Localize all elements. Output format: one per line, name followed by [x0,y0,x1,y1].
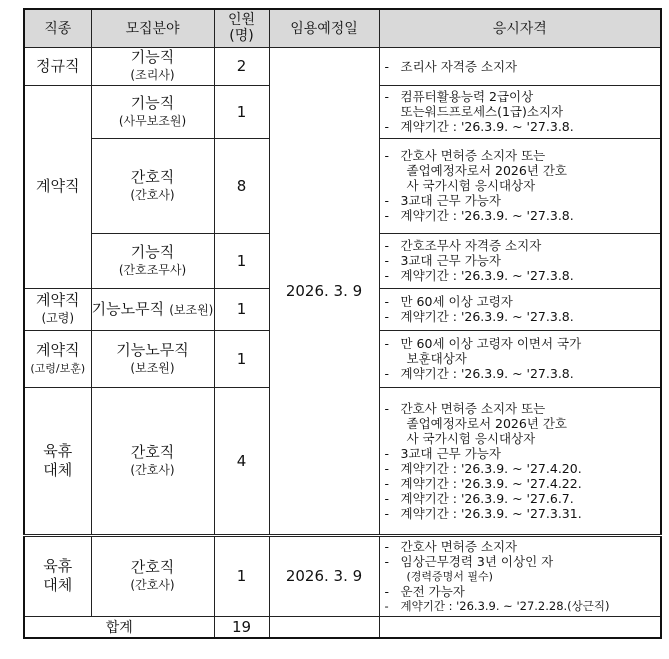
field-sub-label: (사무보조원) [118,113,187,128]
qual-line: -계약기간 : '26.3.9. ~ '27.3.8. [384,268,574,283]
recruitment-table [23,8,662,639]
qual-line: -계약기간 : '26.3.9. ~ '27.3.8. [384,208,574,223]
qual-line: -간호조무사 자격증 소지자 [384,238,542,253]
header-count [214,9,269,47]
total-empty-cell [379,616,661,638]
field-cell [91,535,214,616]
field-label: 기능직 [130,48,175,66]
qual-line: -계약기간 : '26.3.9. ~ '27.2.28.(상근직) [384,598,610,613]
qual-line: -계약기간 : '26.3.9. ~ '27.3.8. [384,366,574,381]
field-sub-label: (간호사) [130,462,175,477]
table-row [24,47,661,85]
count-cell: 1 [214,233,269,288]
qual-line: -3교대 근무 가능자 [384,445,501,461]
total-label: 합계 [24,616,214,638]
field-cell [91,85,214,138]
qual-line: -계약기간 : '26.3.9. ~ '27.3.8. [384,119,574,134]
field-label: 간호직 [130,558,175,576]
count-cell: 1 [214,535,269,616]
field-sub-label: (보조원) [130,360,175,375]
field-label: 기능직 [130,242,175,261]
qualification-cell [379,233,661,288]
field-cell [91,138,214,233]
field-cell [91,387,214,535]
field-cell [91,47,214,85]
qual-line: -만 60세 이상 고령자 [384,294,513,309]
qual-line: -3교대 근무 가능자 [384,193,501,208]
qual-line: -간호사 면허증 소지자 또는 [384,400,546,416]
field-cell [91,233,214,288]
qual-line: -조리사 자격증 소지자 [384,58,518,74]
field-label: 간호직 [130,167,175,186]
count-cell: 8 [214,138,269,233]
qual-line: -간호사 면허증 소지자 또는 [384,148,546,163]
field-sub-label: (간호사) [130,578,175,592]
qualification-cell [379,47,661,85]
field-label: 기능노무직 [116,340,189,359]
qual-line: 졸업예정자로서 2026년 간호 [406,163,568,178]
qual-line: -간호사 면허증 소지자 [384,538,518,554]
job-type-label: 계약직 [36,340,80,359]
date-cell-merged: 2026. 3. 9 [269,47,379,535]
job-type-cell [24,535,91,616]
qualification-cell [379,330,661,387]
table-row [24,535,661,616]
job-type-cell [24,85,91,288]
qual-line: 사 국가시험 응시대상자 [406,178,536,193]
count-cell: 2 [214,47,269,85]
header-count-line2: (명) [229,28,254,45]
job-type-sub-label: (고령/보훈) [30,361,86,375]
job-type-label-line2: 대체 [43,576,73,594]
job-type-cell [24,330,91,387]
qualification-cell [379,387,661,535]
job-type-cell [24,387,91,535]
field-sub-label: (간호조무사) [118,262,187,277]
qual-line: -만 60세 이상 고령자 이면서 국가 [384,336,582,351]
field-sub-label: (조리사) [130,68,175,82]
qual-line: 보훈대상자 [406,351,467,366]
qual-line: (경력증명서 필수) [406,569,493,583]
qualification-cell [379,138,661,233]
header-row [24,9,661,47]
qualification-cell [379,85,661,138]
count-cell: 1 [214,85,269,138]
job-type-cell [24,288,91,330]
header-date: 임용예정일 [269,9,379,47]
qual-line: -계약기간 : '26.3.9. ~ '27.3.8. [384,309,574,324]
count-cell: 1 [214,330,269,387]
qual-line: -계약기간 : '26.3.9. ~ '27.4.20. [384,460,582,476]
qual-line: -3교대 근무 가능자 [384,253,501,268]
field-sub-label: (보조원) [169,302,214,317]
total-count: 19 [214,616,269,638]
job-type-label: 계약직 [36,291,80,309]
job-type-label: 육휴 [43,557,73,575]
field-label: 기능노무직 [91,299,165,318]
field-cell [91,330,214,387]
qual-line: -임상근무경력 3년 이상인 자 [384,553,554,569]
job-type-label: 육휴 [43,441,73,460]
qual-line: -계약기간 : '26.3.9. ~ '27.4.22. [384,475,582,491]
field-label: 기능직 [130,93,175,112]
qual-line: 또는워드프로세스(1급)소지자 [400,104,564,119]
job-type-sub-label: (고령) [41,311,75,325]
qualification-cell [379,288,661,330]
total-row [24,616,661,638]
qual-line: -계약기간 : '26.3.9. ~ '27.3.31. [384,505,582,521]
qualification-cell [379,535,661,616]
qual-line: 사 국가시험 응시대상자 [406,430,536,446]
field-label: 간호직 [130,442,175,461]
job-type-label: 정규직 [36,56,80,75]
count-cell: 4 [214,387,269,535]
qual-line: 졸업예정자로서 2026년 간호 [406,415,568,431]
qual-line: -컴퓨터활용능력 2급이상 [384,89,534,104]
date-cell: 2026. 3. 9 [269,535,379,616]
qual-line: -운전 가능자 [384,583,465,599]
header-count-line1: 인원 [227,12,256,29]
total-empty-cell [269,616,379,638]
job-type-label: 계약직 [36,177,80,195]
qual-line: -계약기간 : '26.3.9. ~ '27.6.7. [384,490,574,506]
header-qualification: 응시자격 [379,9,661,47]
job-type-cell [24,47,91,85]
job-type-label-line2: 대체 [43,460,73,479]
count-cell: 1 [214,288,269,330]
header-field: 모집분야 [91,9,214,47]
field-sub-label: (간호사) [130,187,175,202]
header-job-type: 직종 [24,9,91,47]
field-cell [91,288,214,330]
